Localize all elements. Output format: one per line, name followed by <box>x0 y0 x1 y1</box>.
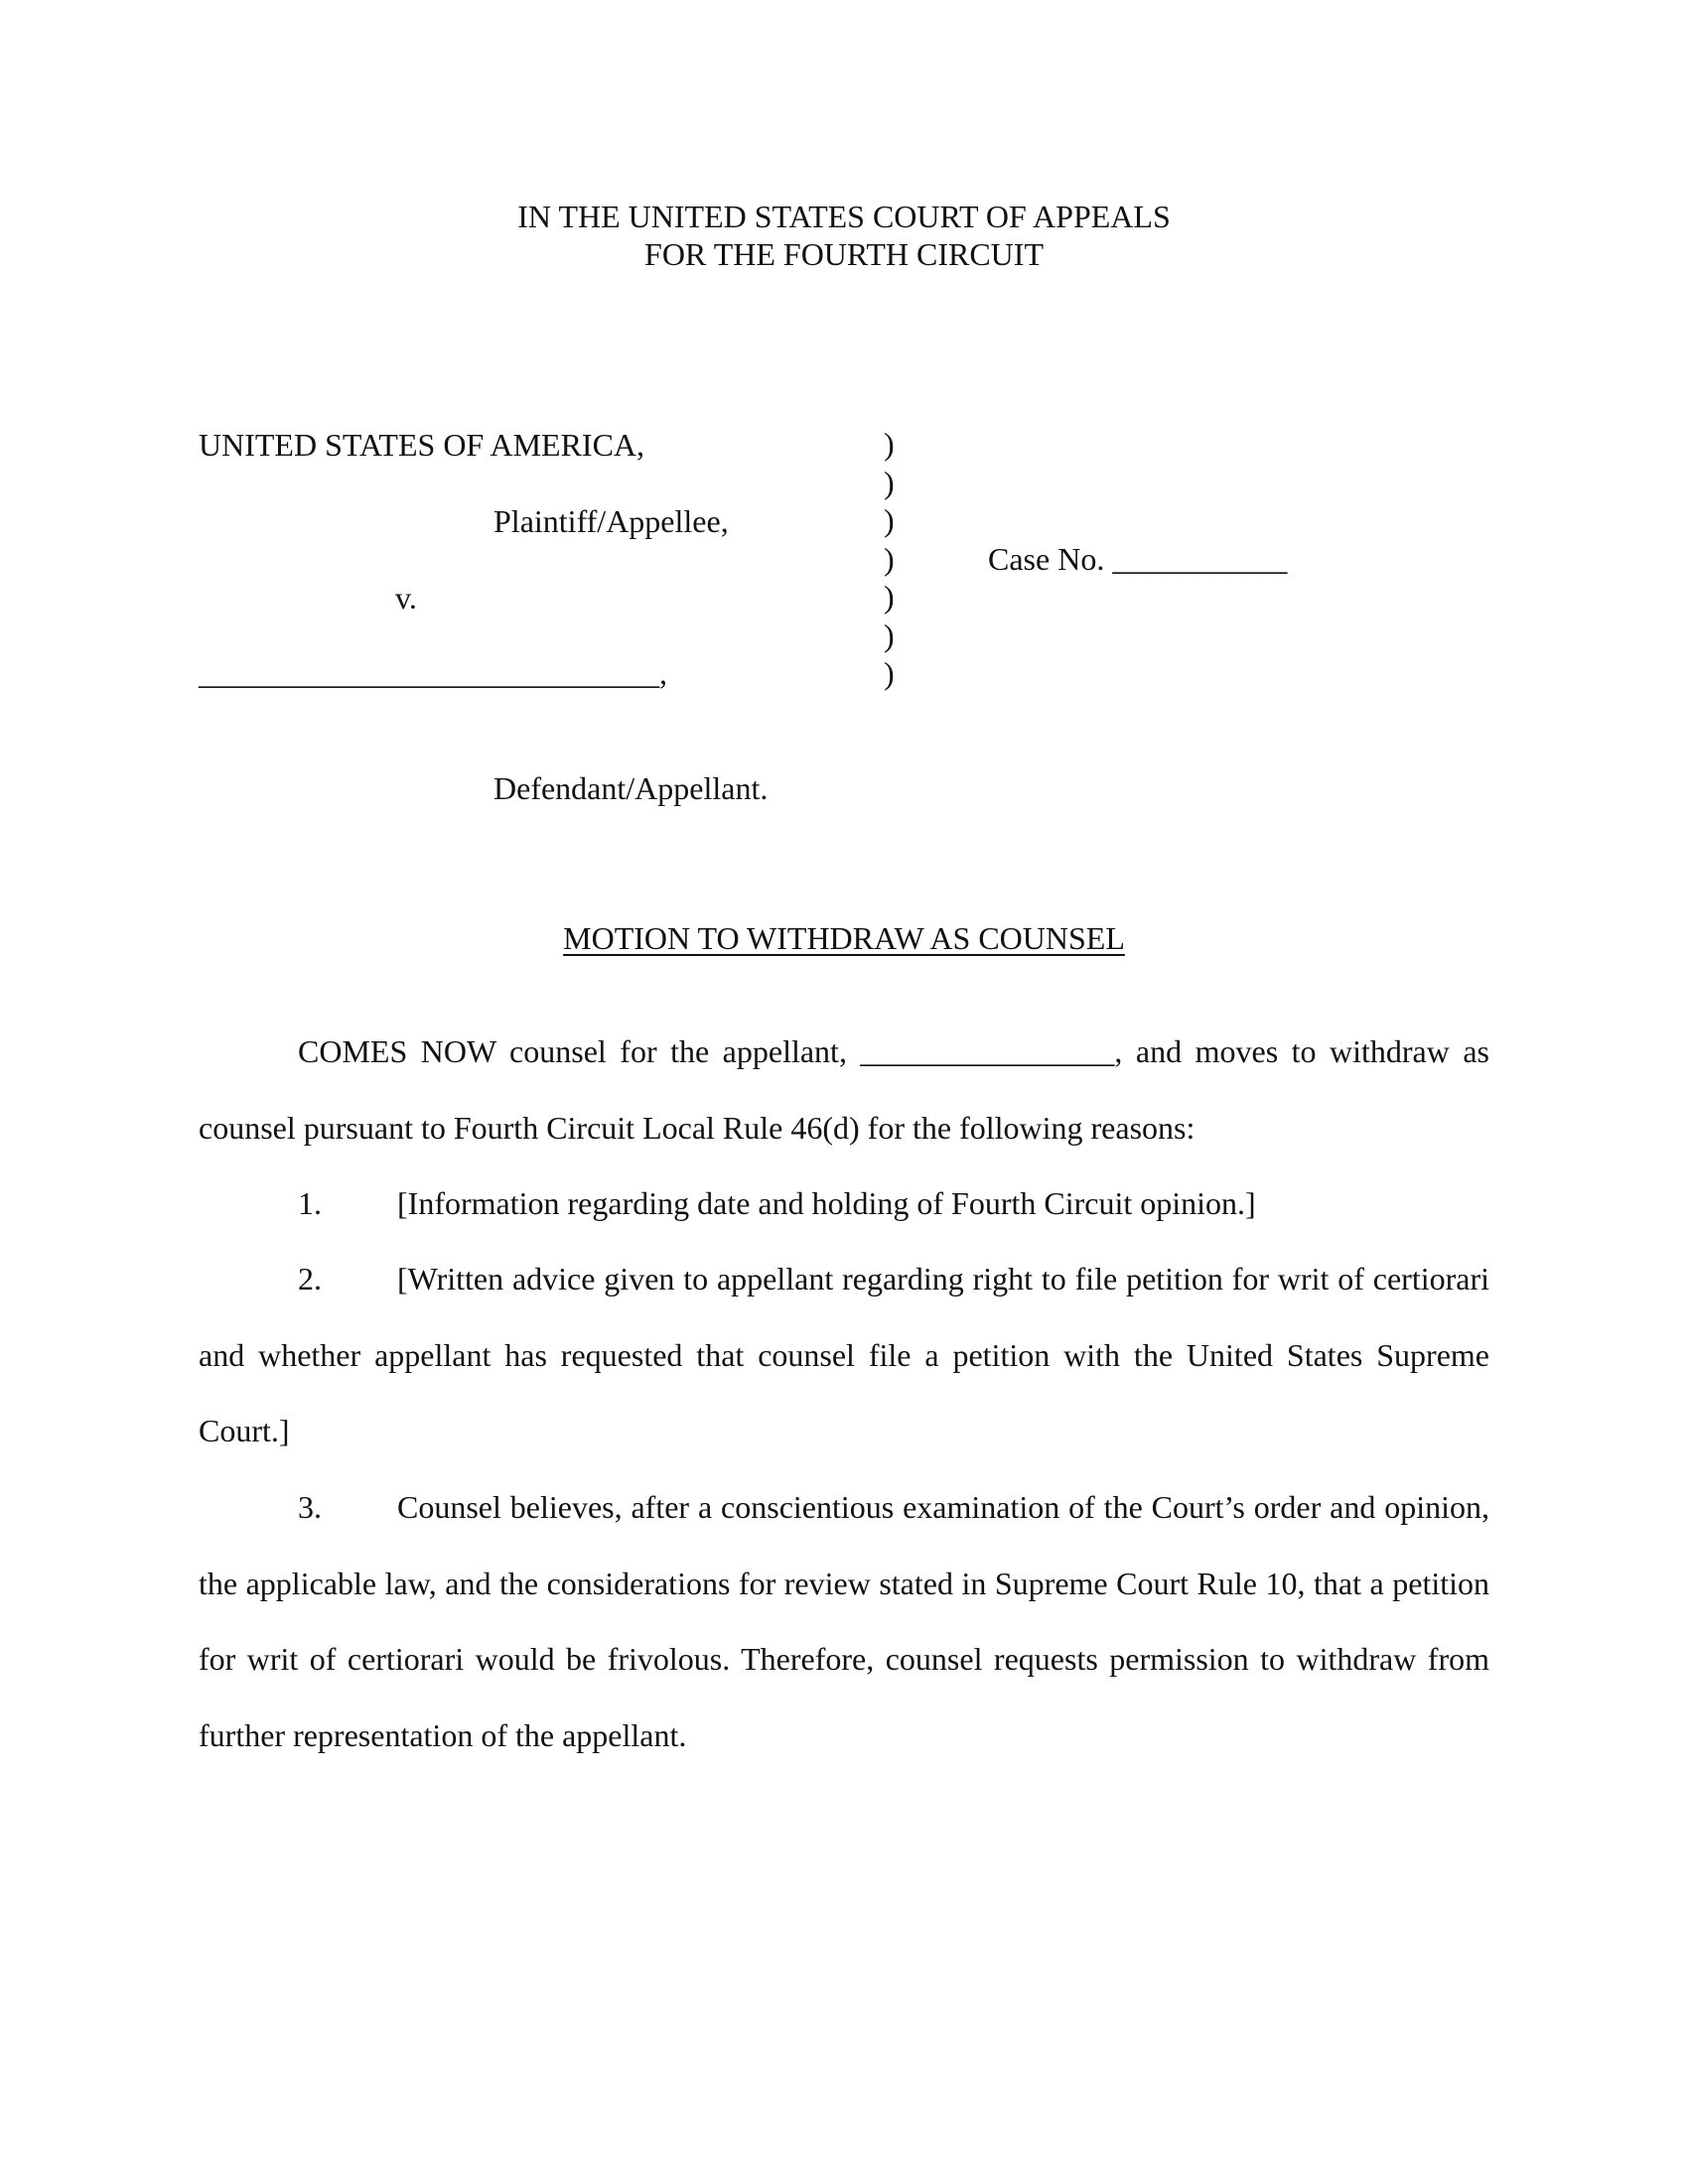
paren: ) <box>884 464 895 500</box>
case-number: Case No. ___________ <box>988 541 1288 577</box>
list-item <box>199 1165 1489 1242</box>
plaintiff-role: Plaintiff/Appellee, <box>493 503 729 539</box>
item-number: 1. <box>298 1185 322 1221</box>
court-circuit: FOR THE FOURTH CIRCUIT <box>644 236 1044 272</box>
item-text: Counsel believes, after a conscientious examination of the Court’s order and opinion, the applicable law, and the considerations for review stated in Supreme Court Rule 10, that a petition for writ of certiorari would be frivolous. Therefore, counsel requests permission to withdraw from further representation of the appellant. <box>199 1489 1489 1753</box>
court-name: IN THE UNITED STATES COURT OF APPEALS <box>517 199 1171 234</box>
paren: ) <box>884 502 895 538</box>
paren: ) <box>884 426 895 462</box>
defendant-role: Defendant/Appellant. <box>493 770 769 806</box>
item-number: 2. <box>298 1261 322 1297</box>
document-title <box>0 919 1688 957</box>
item-text: [Written advice given to appellant regarding right to file petition for writ of certiorari and whether appellant has requested that counsel file a petition with the United States Supreme Court.] <box>199 1261 1489 1448</box>
intro-paragraph: COMES NOW counsel for the appellant, ________________, and moves to withdraw as counsel pursuant to Fourth Circuit Local Rule 46(d) for the following reasons: <box>199 1033 1489 1146</box>
document-title-text: MOTION TO WITHDRAW AS COUNSEL <box>563 920 1125 956</box>
item-number: 3. <box>298 1489 322 1525</box>
paren: ) <box>884 616 895 653</box>
paren: ) <box>884 540 895 577</box>
caption-parentheses <box>884 425 895 693</box>
list-item <box>199 1469 1489 1773</box>
defendant-blank: _____________________________, <box>199 655 667 691</box>
plaintiff-name: UNITED STATES OF AMERICA, <box>199 427 645 463</box>
versus: v. <box>395 580 417 615</box>
list-item <box>199 1241 1489 1469</box>
item-text: [Information regarding date and holding of Fourth Circuit opinion.] <box>397 1185 1256 1221</box>
paren: ) <box>884 579 895 614</box>
paren: ) <box>884 655 895 691</box>
